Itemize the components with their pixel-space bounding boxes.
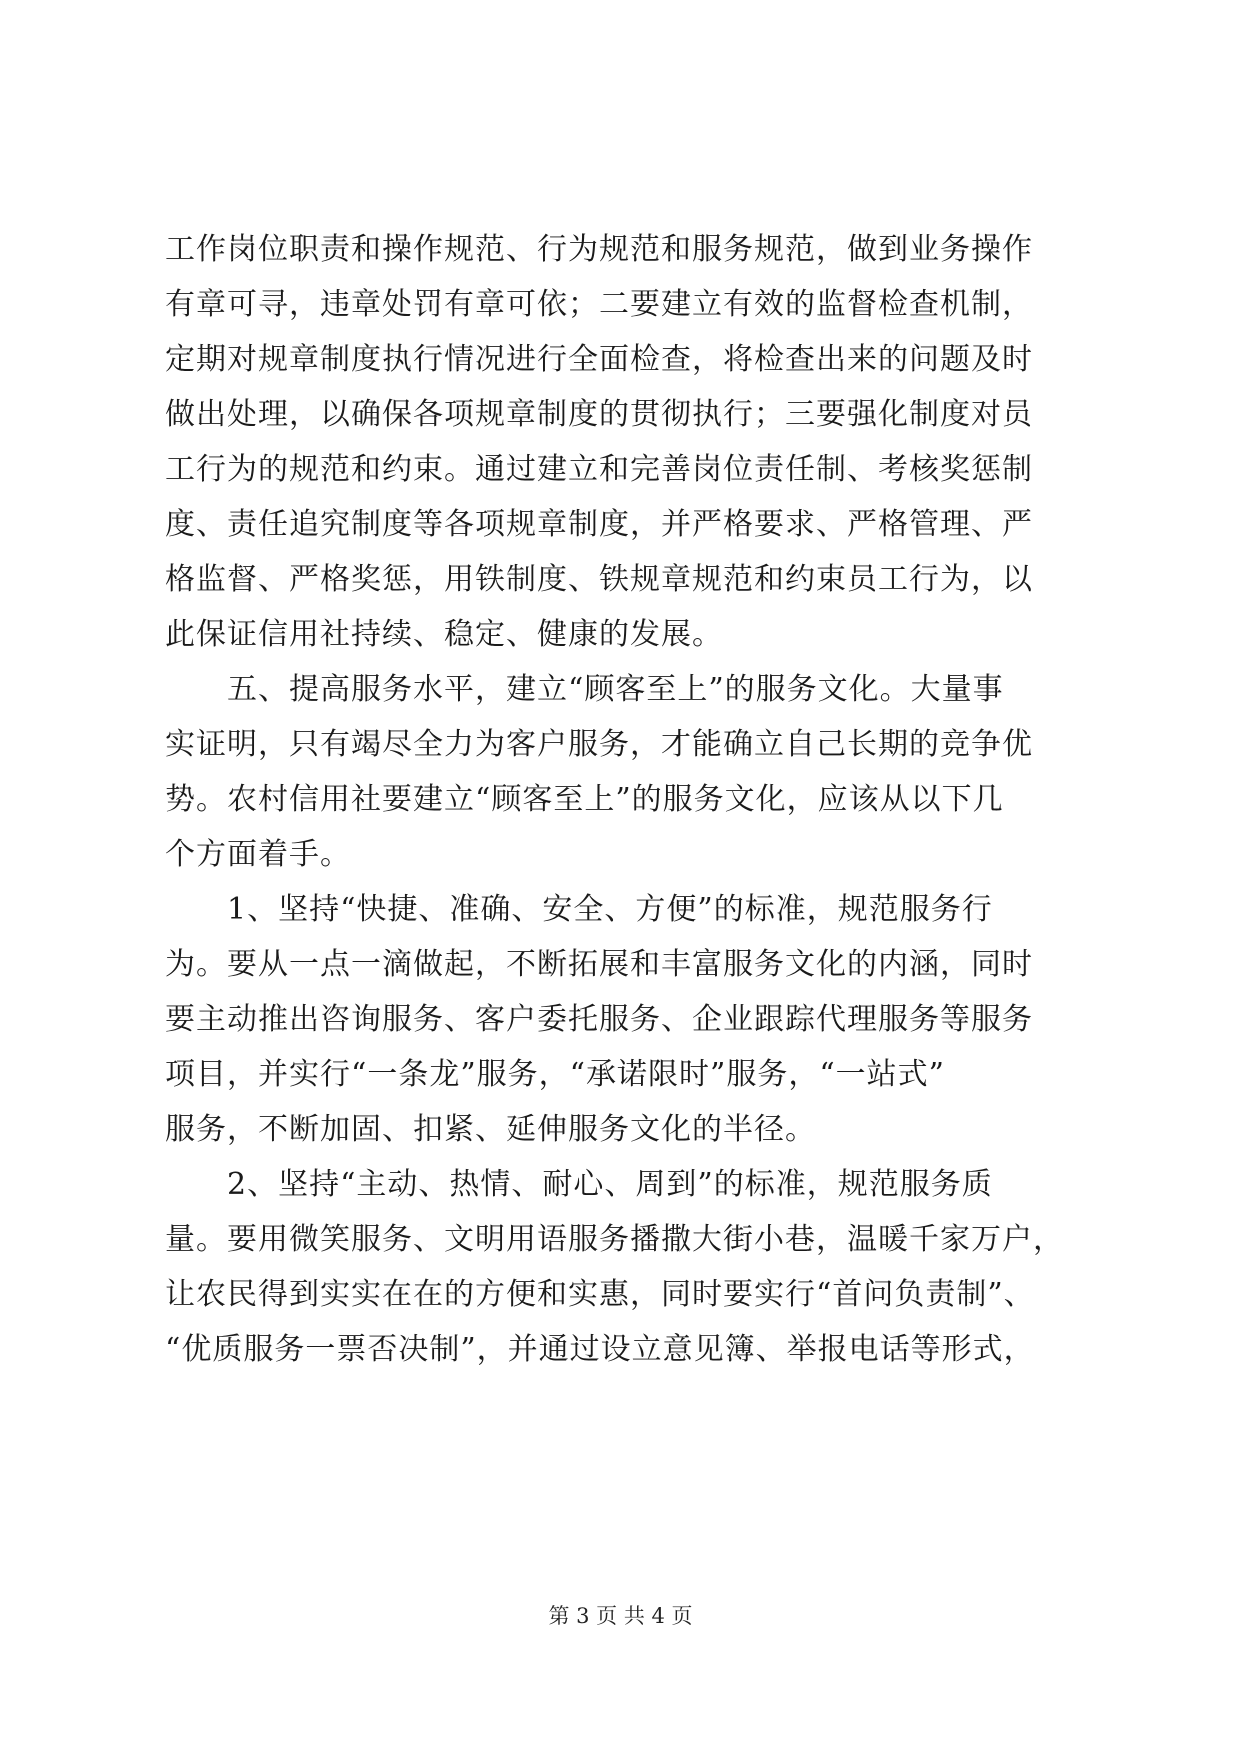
text-line: 工行为的规范和约束。通过建立和完善岗位责任制、考核奖惩制 <box>165 452 1033 487</box>
text-line: 1、坚持“快捷、准确、安全、方便”的标准，规范服务行 <box>165 892 993 927</box>
text-line: 实证明，只有竭尽全力为客户服务，才能确立自己长期的竞争优 <box>165 727 1033 762</box>
text-line: 工作岗位职责和操作规范、行为规范和服务规范，做到业务操作 <box>165 232 1033 267</box>
text-line: 让农民得到实实在在的方便和实惠，同时要实行“首问负责制”、 <box>165 1277 1035 1312</box>
text-line: 做出处理，以确保各项规章制度的贯彻执行；三要强化制度对员 <box>165 397 1033 432</box>
text-line: 有章可寻，违章处罚有章可依；二要建立有效的监督检查机制， <box>165 287 1033 322</box>
text-line: 为。要从一点一滴做起，不断拓展和丰富服务文化的内涵，同时 <box>165 947 1033 982</box>
text-line: 定期对规章制度执行情况进行全面检查，将检查出来的问题及时 <box>165 342 1033 377</box>
text-line: “优质服务一票否决制”，并通过设立意见簿、举报电话等形式， <box>165 1332 1035 1367</box>
text-line: 势。农村信用社要建立“顾客至上”的服务文化，应该从以下几 <box>165 782 1004 817</box>
text-line: 个方面着手。 <box>165 837 351 872</box>
text-line: 五、提高服务水平，建立“顾客至上”的服务文化。大量事 <box>165 672 1004 707</box>
text-line: 量。要用微笑服务、文明用语服务播撒大街小巷，温暖千家万户， <box>165 1222 1064 1257</box>
text-line: 此保证信用社持续、稳定、健康的发展。 <box>165 617 723 652</box>
text-line: 项目，并实行“一条龙”服务，“承诺限时”服务，“一站式” <box>165 1057 946 1092</box>
page-number-footer: 第 3 页 共 4 页 <box>548 1604 693 1628</box>
text-line: 2、坚持“主动、热情、耐心、周到”的标准，规范服务质 <box>165 1167 993 1202</box>
text-line: 服务，不断加固、扣紧、延伸服务文化的半径。 <box>165 1112 816 1147</box>
text-line: 格监督、严格奖惩，用铁制度、铁规章规范和约束员工行为，以 <box>165 562 1033 597</box>
document-body <box>165 222 1095 1377</box>
text-line: 度、责任追究制度等各项规章制度，并严格要求、严格管理、严 <box>165 507 1033 542</box>
text-line: 要主动推出咨询服务、客户委托服务、企业跟踪代理服务等服务 <box>165 1002 1033 1037</box>
